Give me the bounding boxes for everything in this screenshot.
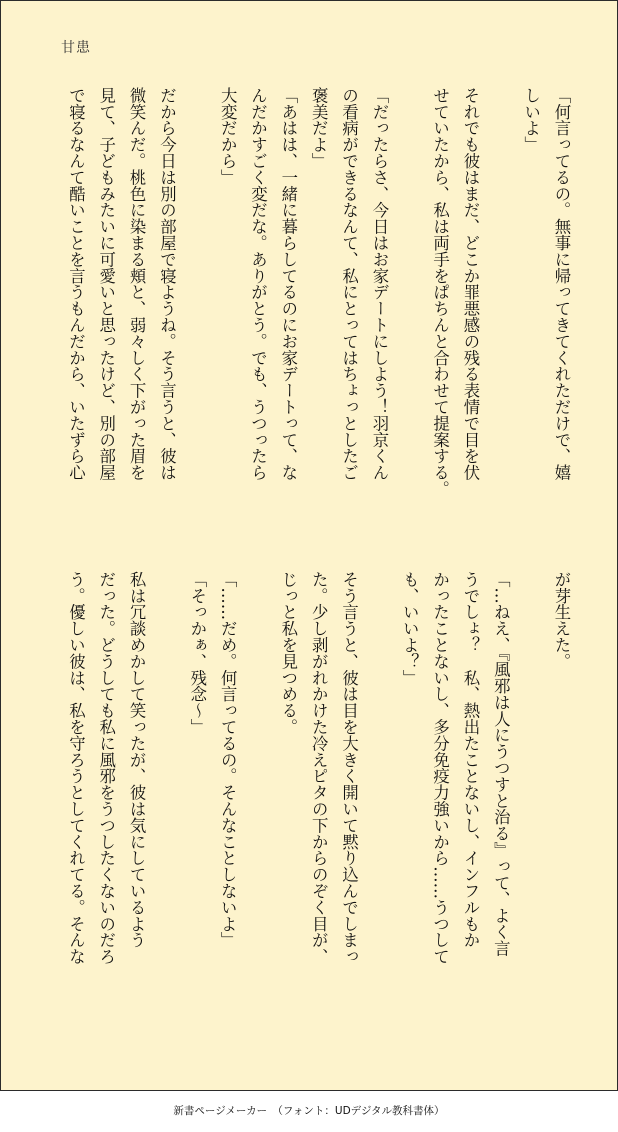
text-column [489,87,511,549]
text-column: だった。どうしても私に風邪をうつしたくないのだろ [96,571,116,965]
footer-credit: 新書ページメーカー （フォント：UDデジタル教科書体） [173,1105,445,1117]
text-column: 「あはは、一緒に暮らしてるのにお家デートって、な [278,87,298,481]
text-column [247,571,269,1033]
text-column: うでしょ？ 私、熱出たことないし、インフルもか [460,571,480,949]
text-column: の看病ができるなんて、私にとってはちょっとしたご [339,87,359,481]
text-column: じっと私を見つめる。 [278,571,298,735]
text-column: 「そっかぁ、残念～」 [187,571,207,735]
text-column: 大変だから」 [218,87,238,186]
text-column: それでも彼はまだ、どこか罪悪感の残る表情で目を伏 [460,87,480,481]
text-column: そう言うと、彼は目を大きく開いて黙り込んでしまっ [339,571,359,965]
text-tier-bottom [1,571,617,1033]
text-column [520,571,542,1033]
text-column: う。優しい彼は、私を守ろうとしてくれてる。そんな [66,571,86,965]
text-column: しいよ」 [521,87,541,153]
text-column: で寝るなんて酷いことを言うもんだから、いたずら心 [66,87,86,481]
page-title: 甘患 [61,40,91,56]
text-column [368,571,390,1033]
text-column: が芽生えた。 [552,571,571,670]
text-column: 褒美だよ」 [309,87,329,169]
text-column: 見て、子どもみたいに可愛いと思ったけど、別の部屋 [96,87,116,481]
text-column: せていたから、私は両手をぱちんと合わせて提案する。 [430,87,450,497]
text-column: た。少し剥がれかけた冷えピタの下からのぞく目が、 [309,571,329,965]
text-column [398,87,420,549]
text-column: かったことないし、多分免疫力強いから……うつして [430,571,450,965]
text-column [186,87,208,549]
text-column [155,571,177,1033]
text-column: 「だったらさ、今日はお家デートにしよう！羽京くん [369,87,389,481]
text-column: んだかすごく変だな。ありがとう。でも、うつったら [248,87,268,481]
text-column: だから今日は別の部屋で寝ようね。そう言うと、彼は [157,87,177,481]
text-tier-top [1,87,617,549]
text-column: 「……だめ。何言ってるの。そんなことしないよ」 [218,571,238,949]
text-column: 「…ねえ、『風邪は人にうつすと治る』って、よく言 [491,571,511,957]
text-column: も、いいよ？」 [400,571,420,686]
text-column: 微笑んだ。桃色に染まる頬と、弱々しく下がった眉を [127,87,147,481]
text-column: 私は冗談めかして笑ったが、彼は気にしているよう [127,571,147,949]
text-column: 「何言ってるの。無事に帰ってきてくれただけで、嬉 [552,87,571,481]
